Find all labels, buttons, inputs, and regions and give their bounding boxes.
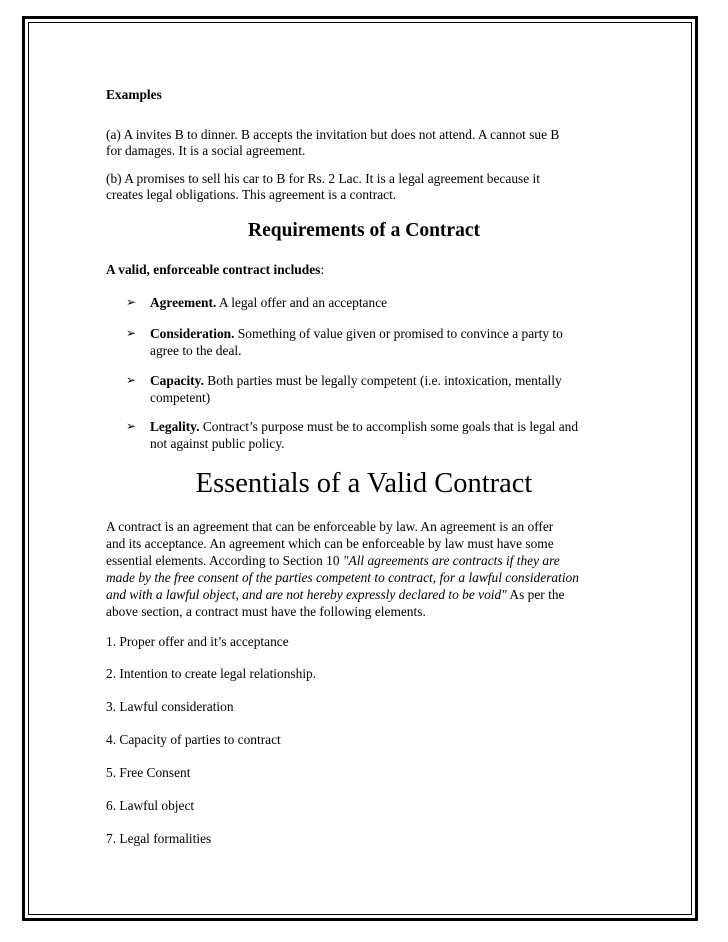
requirement-term: Capacity. bbox=[150, 373, 204, 388]
essentials-title: Essentials of a Valid Contract bbox=[195, 468, 533, 499]
element-item-6: 6. Lawful object bbox=[106, 798, 195, 813]
requirement-description-line-2: competent) bbox=[150, 390, 211, 405]
section-10-quote-start: "All agreements are contracts if they are bbox=[342, 553, 560, 568]
essentials-paragraph-line-3 bbox=[106, 552, 560, 569]
essentials-paragraph-line-6: above section, a contract must have the following elements. bbox=[106, 604, 426, 619]
requirement-term: Legality. bbox=[150, 419, 200, 434]
essentials-paragraph-line-1: A contract is an agreement that can be enforceable by law. An agreement is an offer bbox=[106, 519, 554, 534]
arrow-bullet-icon: ➢ bbox=[126, 326, 137, 340]
requirement-description-line-2: not against public policy. bbox=[150, 436, 285, 451]
examples-heading: Examples bbox=[106, 87, 162, 102]
requirement-term: Consideration. bbox=[150, 326, 235, 341]
requirement-description-line-1: Something of value given or promised to convince a party to bbox=[234, 326, 563, 341]
example-b-line-1: (b) A promises to sell his car to B for Rs. 2 Lac. It is a legal agreement because it bbox=[106, 171, 540, 186]
element-item-2: 2. Intention to create legal relationship. bbox=[106, 666, 317, 681]
requirements-intro-bold: A valid, enforceable contract includes bbox=[106, 262, 321, 277]
section-10-quote-line-2: made by the free consent of the parties competent to contract, for a lawful consideration bbox=[106, 570, 579, 585]
requirement-description-line-2: agree to the deal. bbox=[150, 343, 242, 358]
requirement-description-line-1: Both parties must be legally competent (i.e. intoxication, mentally bbox=[203, 373, 562, 388]
requirement-description-line-1: Contract’s purpose must be to accomplish some goals that is legal and bbox=[199, 419, 579, 434]
example-b-line-2: creates legal obligations. This agreement is a contract. bbox=[106, 187, 397, 202]
requirements-title: Requirements of a Contract bbox=[248, 220, 480, 241]
element-item-7: 7. Legal formalities bbox=[106, 831, 212, 846]
example-a-line-2: for damages. It is a social agreement. bbox=[106, 143, 306, 158]
requirements-intro bbox=[106, 261, 324, 278]
element-item-5: 5. Free Consent bbox=[106, 765, 191, 780]
arrow-bullet-icon: ➢ bbox=[126, 419, 137, 433]
essentials-paragraph-line-5-plain: As per the bbox=[506, 587, 565, 602]
requirement-term: Agreement. bbox=[150, 295, 217, 310]
arrow-bullet-icon: ➢ bbox=[126, 295, 137, 309]
section-10-quote-end: and with a lawful object, and are not hereby expressly declared to be void" bbox=[106, 587, 507, 602]
arrow-bullet-icon: ➢ bbox=[126, 373, 137, 387]
essentials-paragraph-line-3-plain: essential elements. According to Section 10 bbox=[106, 553, 343, 568]
example-a-line-1: (a) A invites B to dinner. B accepts the invitation but does not attend. A cannot sue B bbox=[106, 127, 560, 142]
element-item-4: 4. Capacity of parties to contract bbox=[106, 732, 281, 747]
requirement-description-line-1: A legal offer and an acceptance bbox=[216, 295, 388, 310]
requirements-intro-colon: : bbox=[320, 262, 325, 277]
element-item-1: 1. Proper offer and it’s acceptance bbox=[106, 634, 289, 649]
element-item-3: 3. Lawful consideration bbox=[106, 699, 234, 714]
essentials-paragraph-line-5 bbox=[106, 586, 564, 603]
essentials-paragraph-line-2: and its acceptance. An agreement which can be enforceable by law must have some bbox=[106, 536, 554, 551]
